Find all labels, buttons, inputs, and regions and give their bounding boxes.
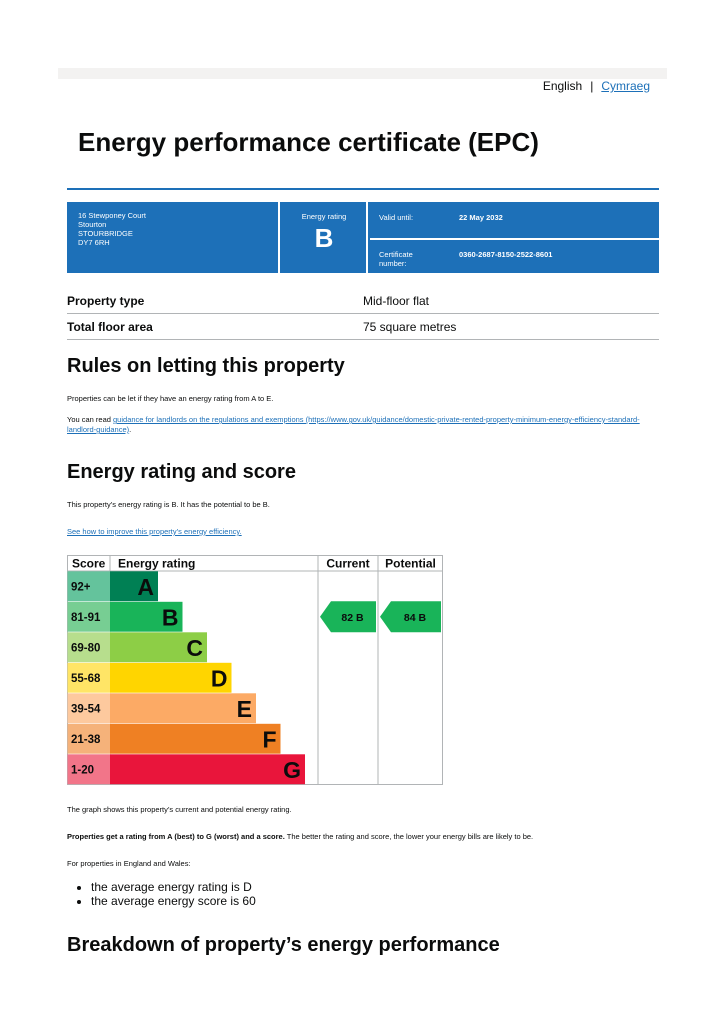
- property-summary-table: [67, 288, 659, 340]
- rating-band-bar: [110, 754, 305, 784]
- floor-area-value: 75 square metres: [363, 320, 457, 334]
- rating-explanation-bold: Properties get a rating from A (best) to G (worst) and a score.: [67, 832, 285, 841]
- address-line: STOURBRIDGE: [78, 229, 133, 238]
- certificate-number-row: [370, 240, 659, 273]
- graph-caption: The graph shows this property’s current and potential energy rating.: [67, 805, 292, 814]
- letting-guidance-paragraph: [67, 415, 657, 435]
- floor-area-row: [67, 314, 659, 340]
- score-header: Score: [72, 556, 106, 571]
- average-list: [67, 880, 256, 908]
- energy-rating-paragraph: This property’s energy rating is B. It has the potential to be B.: [67, 500, 270, 509]
- energy-rating-label: Energy rating: [301, 212, 347, 221]
- energy-rating-header: Energy rating: [118, 556, 196, 571]
- rating-band-letter: F: [262, 726, 277, 753]
- score-band-label: 92+: [71, 581, 91, 594]
- address-line: Stourton: [78, 220, 107, 229]
- property-address: [67, 202, 280, 273]
- score-band-label: 55-68: [71, 672, 101, 685]
- valid-until-label: Valid until:: [379, 213, 414, 222]
- certificate-number-value: 0360-2687-8150-2522-8601: [459, 250, 553, 259]
- language-welsh-link[interactable]: Cymraeg: [601, 79, 650, 93]
- energy-rating-chart: [67, 555, 443, 785]
- energy-rating-graph: [67, 555, 443, 785]
- certificate-details: [370, 202, 659, 273]
- rating-band-bar: [110, 693, 256, 723]
- certificate-number-label: Certificate number:: [379, 250, 413, 268]
- page-title: Energy performance certificate (EPC): [78, 127, 539, 157]
- guidance-prefix: You can read: [67, 415, 114, 424]
- address-line: 16 Stewponey Court: [78, 211, 146, 220]
- rating-band-bar: [110, 724, 281, 754]
- score-band-label: 21-38: [71, 733, 101, 746]
- rating-band-letter: E: [236, 695, 252, 722]
- property-type-value: Mid-floor flat: [363, 294, 430, 308]
- address-line: DY7 6RH: [78, 238, 110, 247]
- rating-band-letter: D: [210, 665, 228, 692]
- potential-header: Potential: [385, 556, 436, 571]
- list-item: • the average energy rating is D: [91, 880, 256, 894]
- score-band-label: 69-80: [71, 642, 101, 655]
- language-english: English: [542, 79, 583, 93]
- energy-rating-value: B: [314, 223, 334, 253]
- certificate-summary: [67, 202, 659, 273]
- language-separator: |: [590, 79, 594, 93]
- valid-until-row: [370, 202, 659, 240]
- property-type-row: [67, 288, 659, 314]
- score-band-label: 39-54: [71, 703, 101, 716]
- current-header: Current: [326, 556, 370, 571]
- rating-band-letter: A: [137, 573, 154, 600]
- england-wales-intro: For properties in England and Wales:: [67, 859, 191, 868]
- top-bar: [58, 68, 667, 79]
- valid-until-value: 22 May 2032: [459, 213, 503, 222]
- rating-band-letter: C: [186, 634, 203, 661]
- energy-rating-heading: Energy rating and score: [67, 461, 296, 483]
- breakdown-heading: Breakdown of property’s energy performance: [67, 934, 500, 956]
- title-divider: [67, 188, 659, 190]
- guidance-suffix: .: [129, 425, 132, 434]
- property-type-label: Property type: [67, 294, 145, 308]
- letting-paragraph: Properties can be let if they have an energy rating from A to E.: [67, 394, 274, 403]
- rating-explanation: [67, 832, 657, 842]
- list-item: • the average energy score is 60: [91, 894, 256, 908]
- floor-area-label: Total floor area: [67, 320, 153, 334]
- energy-rating-box: [282, 202, 368, 273]
- score-band-label: 81-91: [71, 611, 101, 624]
- rating-band-letter: B: [161, 604, 179, 631]
- potential-rating-label: 84 B: [403, 611, 427, 624]
- rating-band-letter: G: [283, 756, 301, 783]
- current-rating-label: 82 B: [341, 611, 364, 624]
- improve-efficiency-link[interactable]: See how to improve this property’s energy efficiency.: [67, 527, 242, 536]
- improve-efficiency-paragraph: [67, 527, 657, 537]
- language-switcher: [543, 79, 650, 93]
- score-band-label: 1-20: [71, 764, 95, 777]
- letting-heading: Rules on letting this property: [67, 355, 345, 377]
- rating-explanation-rest: The better the rating and score, the lower your energy bills are likely to be.: [284, 832, 534, 841]
- landlord-guidance-link[interactable]: guidance for landlords on the regulations and exemptions (https://www.gov.uk/guidance/domestic-private-rented-property-minimum-energy-efficiency-standard-landlord-guidance): [67, 415, 640, 434]
